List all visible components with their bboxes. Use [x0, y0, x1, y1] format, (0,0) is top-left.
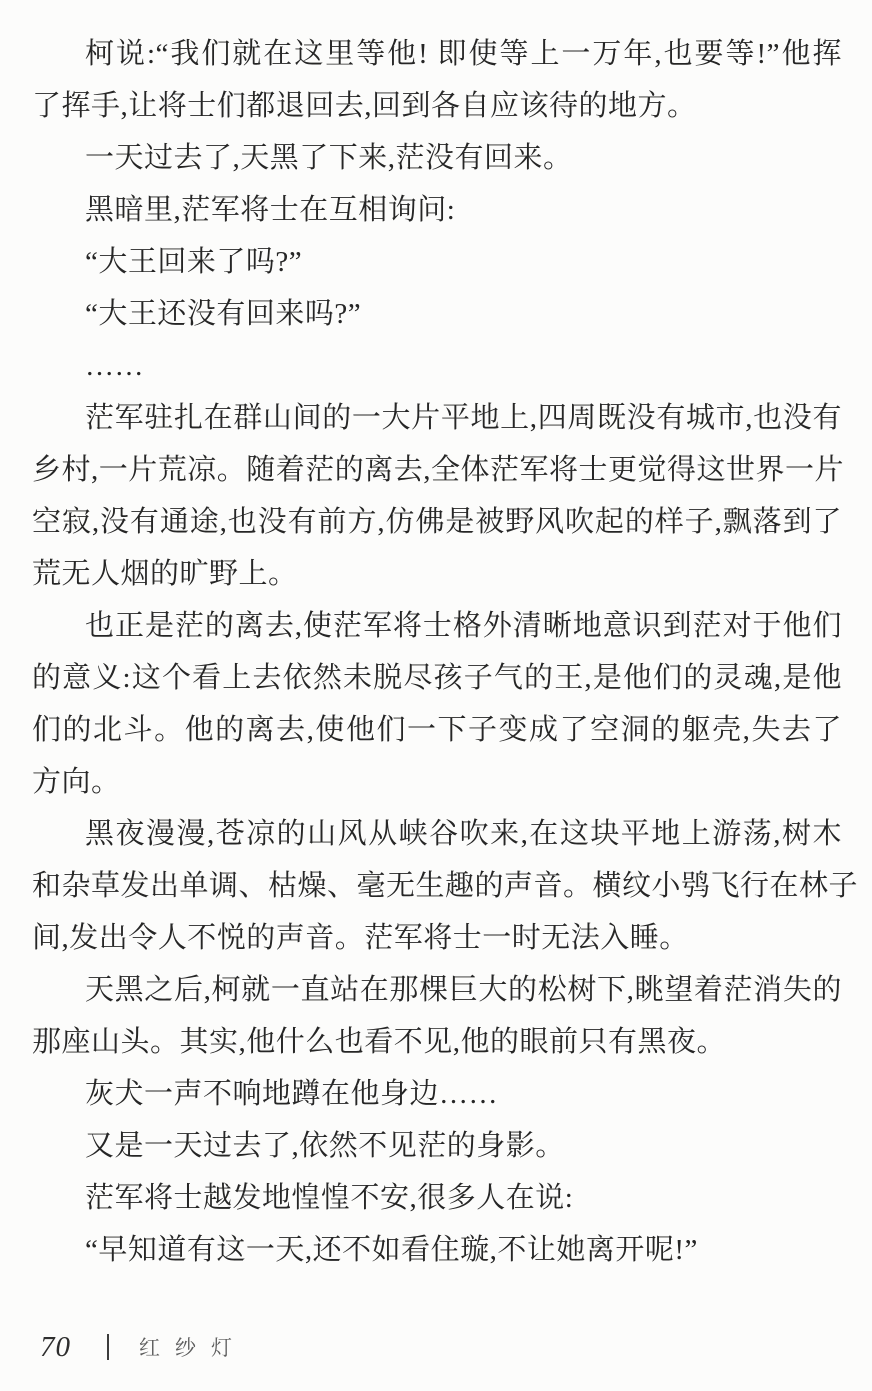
text-line: 的意义:这个看上去依然未脱尽孩子气的王,是他们的灵魂,是他 [32, 662, 842, 694]
text-line: “早知道有这一天,还不如看住璇,不让她离开呢!” [85, 1234, 698, 1266]
book-title: 红纱灯 [139, 1336, 247, 1360]
text-line: 乡村,一片荒凉。随着茫的离去,全体茫军将士更觉得这世界一片 [32, 454, 845, 486]
text-line: 茫军将士越发地惶惶不安,很多人在说: [85, 1182, 574, 1214]
text-line: “大王回来了吗?” [85, 246, 303, 278]
text-line: 和杂草发出单调、枯燥、毫无生趣的声音。横纹小鸮飞行在林子 [32, 870, 859, 902]
text-line: 荒无人烟的旷野上。 [32, 558, 298, 590]
text-line: 天黑之后,柯就一直站在那棵巨大的松树下,眺望着茫消失的 [85, 974, 842, 1006]
text-line: 茫军驻扎在群山间的一大片平地上,四周既没有城市,也没有 [85, 402, 842, 434]
text-line: …… [85, 350, 144, 382]
text-line: 黑暗里,茫军将士在互相询问: [85, 194, 456, 226]
text-line: 灰犬一声不响地蹲在他身边…… [85, 1078, 499, 1110]
text-line: 间,发出令人不悦的声音。茫军将士一时无法入睡。 [32, 922, 689, 954]
text-line: 黑夜漫漫,苍凉的山风从峡谷吹来,在这块平地上游荡,树木 [85, 818, 842, 850]
text-line: 又是一天过去了,依然不见茫的身影。 [85, 1130, 565, 1162]
page-number: 70 [40, 1330, 71, 1363]
text-line: 柯说:“我们就在这里等他! 即使等上一万年,也要等!”他挥 [85, 38, 842, 70]
text-line: 也正是茫的离去,使茫军将士格外清晰地意识到茫对于他们 [85, 610, 842, 642]
text-line: “大王还没有回来吗?” [85, 298, 362, 330]
footer-divider [107, 1334, 109, 1360]
text-line: 一天过去了,天黑了下来,茫没有回来。 [85, 142, 573, 174]
body-text [32, 28, 859, 1276]
page-footer [40, 1330, 247, 1364]
text-line: 们的北斗。他的离去,使他们一下子变成了空洞的躯壳,失去了 [32, 714, 842, 746]
text-line: 空寂,没有通途,也没有前方,仿佛是被野风吹起的样子,飘落到了 [32, 506, 842, 538]
text-line: 方向。 [32, 766, 121, 798]
text-line: 了挥手,让将士们都退回去,回到各自应该待的地方。 [32, 90, 697, 122]
text-line: 那座山头。其实,他什么也看不见,他的眼前只有黑夜。 [32, 1026, 727, 1058]
